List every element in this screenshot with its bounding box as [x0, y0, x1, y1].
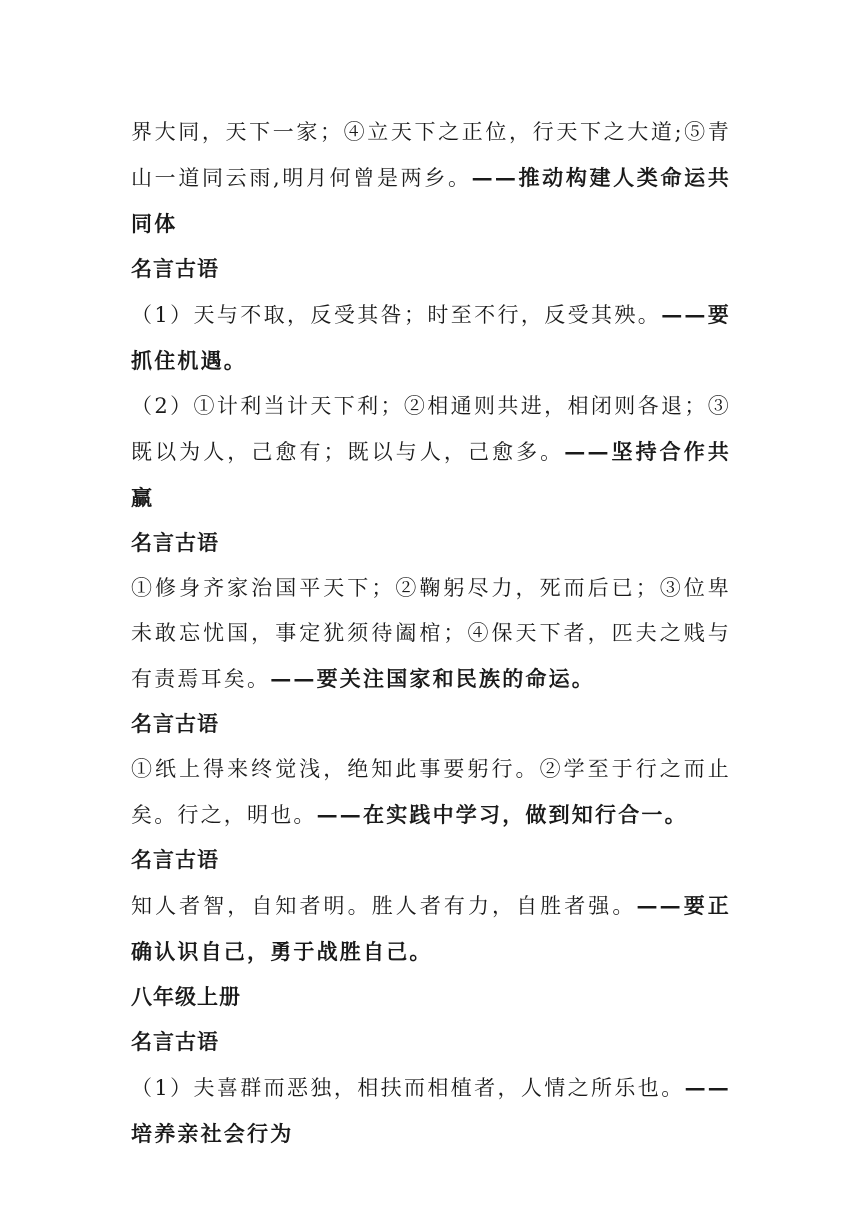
section-heading: 名言古语 [131, 257, 219, 281]
quote-paragraph [131, 883, 731, 975]
quote-text: （2）①计利当计天下利；②相通则共进，相闭则各退；③既以为人，己愈有；既以与人，己愈多。 [131, 394, 731, 464]
section-heading: 名言古语 [131, 712, 219, 736]
quote-text: ①修身齐家治国平天下；②鞠躬尽力，死而后已；③位卑未敢忘忧国，事定犹须待阖棺；④保天下者，匹夫之贱与有责焉耳矣。 [131, 576, 731, 691]
section-heading: 名言古语 [131, 531, 219, 555]
quote-conclusion: ——推动构建人类命运共同体 [131, 165, 731, 236]
quote-paragraph [131, 1065, 731, 1157]
section-heading: 名言古语 [131, 1030, 219, 1054]
quote-conclusion: ——要抓住机遇。 [131, 302, 731, 373]
quote-text: ①纸上得来终觉浅，绝知此事要躬行。②学至于行之而止矣。行之，明也。 [131, 757, 731, 827]
quote-paragraph [131, 292, 731, 384]
quote-text: （1）夫喜群而恶独，相扶而相植者，人情之所乐也。 [131, 1076, 685, 1100]
quote-conclusion: ——在实践中学习，做到知行合一。 [316, 802, 688, 827]
document-content [131, 110, 731, 1157]
quote-conclusion: ——培养亲社会行为 [131, 1075, 731, 1146]
quote-text: 界大同，天下一家；④立天下之正位，行天下之大道;⑤青山一道同云雨,明月何曾是两乡。 [131, 120, 731, 190]
quote-paragraph [131, 110, 731, 247]
quote-text: 知人者智，自知者明。胜人者有力，自胜者强。 [131, 894, 637, 918]
quote-conclusion: ——要关注国家和民族的命运。 [270, 666, 596, 691]
grade-heading: 八年级上册 [131, 985, 241, 1009]
quote-conclusion: ——要正确认识自己，勇于战胜自己。 [131, 893, 731, 964]
quote-paragraph [131, 384, 731, 521]
quote-conclusion: ——坚持合作共赢 [131, 439, 731, 510]
quote-paragraph [131, 747, 731, 838]
section-heading: 名言古语 [131, 848, 219, 872]
quote-text: （1）天与不取，反受其咎；时至不行，反受其殃。 [131, 303, 662, 327]
quote-paragraph [131, 566, 731, 702]
